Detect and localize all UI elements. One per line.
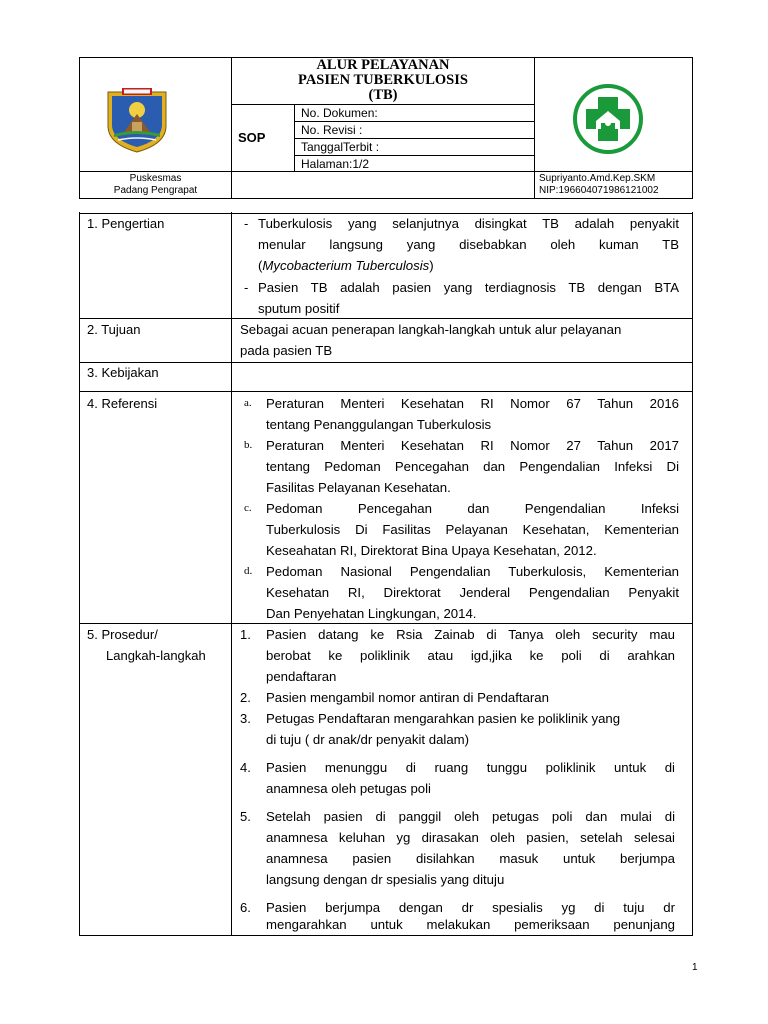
signer-nip: NIP:196604071986121002 <box>539 185 659 196</box>
tanggal-terbit-field: TanggalTerbit : <box>301 140 380 154</box>
referensi-b-line3: Fasilitas Pelayanan Kesehatan. <box>266 480 451 495</box>
referensi-marker-b: b. <box>244 439 253 451</box>
referensi-marker-c: c. <box>244 502 252 514</box>
referensi-c-line1: Pedoman Pencegahan dan Pengendalian Infeksi <box>266 501 679 516</box>
step-5-line2: anamnesa keluhan yg dirasakan oleh pasien, setelah selesai <box>266 830 675 845</box>
pengertian-bullet-1: - <box>244 216 249 231</box>
title-line-3: (TB) <box>368 87 398 103</box>
step-4-line1: Pasien menunggu di ruang tunggu poliklinik untuk di <box>266 760 675 775</box>
title-line-1: ALUR PELAYANAN <box>316 57 450 73</box>
pengertian-item1-line3 <box>258 255 434 276</box>
referensi-a-line2: tentang Penanggulangan Tuberkulosis <box>266 417 492 432</box>
step-4-line2: anamnesa oleh petugas poli <box>266 781 431 796</box>
paren-close: ) <box>429 258 434 273</box>
pengertian-item1-line1: Tuberkulosis yang selanjutnya disingkat TB adalah penyakit <box>258 216 679 231</box>
step-1-line2: berobat ke poliklinik atau igd,jika ke poli di arahkan <box>266 648 675 663</box>
referensi-a-line1: Peraturan Menteri Kesehatan RI Nomor 67 Tahun 2016 <box>266 396 679 411</box>
pengertian-label: 1. Pengertian <box>87 216 165 231</box>
page-number: 1 <box>692 962 698 973</box>
species-name: Mycobacterium Tuberculosis <box>262 258 430 273</box>
step-6-line2: mengarahkan untuk melakukan pemeriksaan penunjang <box>266 917 675 932</box>
org-name <box>80 173 231 197</box>
tujuan-line1: Sebagai acuan penerapan langkah-langkah untuk alur pelayanan <box>240 322 622 337</box>
step-2-line1: Pasien mengambil nomor antiran di Pendaftaran <box>266 690 549 705</box>
referensi-b-line1: Peraturan Menteri Kesehatan RI Nomor 27 Tahun 2017 <box>266 438 679 453</box>
step-3-line2: di tuju ( dr anak/dr penyakit dalam) <box>266 732 470 747</box>
referensi-marker-a: a. <box>244 397 252 409</box>
title-line-2: PASIEN TUBERKULOSIS <box>298 72 468 88</box>
step-marker-5: 5. <box>240 809 251 824</box>
step-marker-2: 2. <box>240 690 251 705</box>
signer <box>539 173 659 197</box>
step-1-line1: Pasien datang ke Rsia Zainab di Tanya oleh security mau <box>266 627 675 642</box>
halaman-field: Halaman:1/2 <box>301 157 370 171</box>
referensi-d-line2: Kesehatan RI, Direktorat Jenderal Pengendalian Penyakit <box>266 585 679 600</box>
step-marker-4: 4. <box>240 760 251 775</box>
referensi-b-line2: tentang Pedoman Pencegahan dan Pengendalian Infeksi Di <box>266 459 679 474</box>
tujuan-line2: pada pasien TB <box>240 343 333 358</box>
prosedur-label-line1: 5. Prosedur/ <box>87 627 158 642</box>
pengertian-item1-line2: menular langsung yang disebabkan oleh kuman TB <box>258 237 679 252</box>
no-dokumen-field: No. Dokumen: <box>301 106 378 120</box>
step-6-line1: Pasien berjumpa dengan dr spesialis yg di tuju dr <box>266 900 675 915</box>
document-title <box>232 58 534 103</box>
step-5-line1: Setelah pasien di panggil oleh petugas poli dan mulai di <box>266 809 675 824</box>
paren-open: ( <box>258 258 263 273</box>
step-marker-3: 3. <box>240 711 251 726</box>
pengertian-item2-line2: sputum positif <box>258 301 340 316</box>
org-line-2: Padang Pengrapat <box>113 185 198 196</box>
pengertian-bullet-2: - <box>244 280 249 295</box>
step-5-line4: langsung dengan dr spesialis yang dituju <box>266 872 505 887</box>
prosedur-label-line2: Langkah-langkah <box>106 648 206 663</box>
referensi-d-line1: Pedoman Nasional Pengendalian Tuberkulosis, Kementerian <box>266 564 679 579</box>
tujuan-label: 2. Tujuan <box>87 322 141 337</box>
kebijakan-label: 3. Kebijakan <box>87 365 159 380</box>
org-line-1: Puskesmas <box>129 173 182 184</box>
signer-name: Supriyanto.Amd.Kep.SKM <box>539 173 656 184</box>
step-marker-6: 6. <box>240 900 251 915</box>
no-revisi-field: No. Revisi : <box>301 123 363 137</box>
pengertian-item2-line1: Pasien TB adalah pasien yang terdiagnosis TB dengan BTA <box>258 280 679 295</box>
referensi-c-line3: Keseahatan RI, Direktorat Bina Upaya Kesehatan, 2012. <box>266 543 597 558</box>
referensi-marker-d: d. <box>244 565 253 577</box>
puskesmas-logo <box>572 83 644 155</box>
referensi-label: 4. Referensi <box>87 396 158 411</box>
referensi-c-line2: Tuberkulosis Di Fasilitas Pelayanan Kesehatan, Kementerian <box>266 522 679 537</box>
step-marker-1: 1. <box>240 627 251 642</box>
referensi-d-line3: Dan Penyehatan Lingkungan, 2014. <box>266 606 477 621</box>
step-3-line1: Petugas Pendaftaran mengarahkan pasien ke poliklinik yang <box>266 711 621 726</box>
step-1-line3: pendaftaran <box>266 669 337 684</box>
step-5-line3: anamnesa pasien disilahkan masuk untuk berjumpa <box>266 851 675 866</box>
regency-logo <box>104 84 170 154</box>
sop-label: SOP <box>238 130 266 145</box>
